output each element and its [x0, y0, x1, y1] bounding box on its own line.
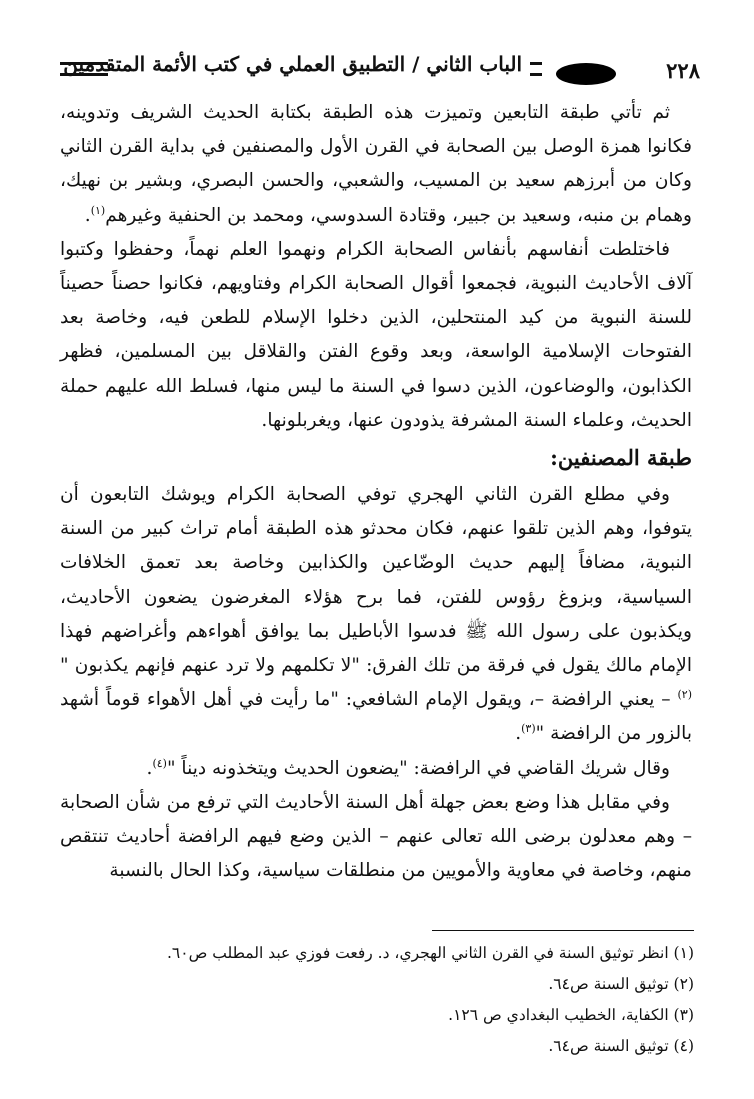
header-rule-left-bottom	[60, 73, 108, 76]
paragraph-text: وفي مقابل هذا وضع بعض جهلة أهل السنة الأحاديث التي ترفع من شأن الصحابة – وهم معدلون برضى الله تعالى عنهم – الذين وضع فيهم الرافضة أحاديث تنتقص منهم، وخاصة في معاوية والأمويين من منطلقات سياسية، وكذا الحال بالنسبة	[60, 791, 692, 882]
paragraph	[60, 786, 692, 889]
footnote: (٣) الكفاية، الخطيب البغدادي ص ١٢٦.	[448, 1006, 694, 1024]
paragraph-end: .	[515, 723, 522, 745]
paragraph	[60, 96, 692, 233]
section-heading: طبقة المصنفين:	[550, 445, 692, 471]
footnote: (٢) توثيق السنة ص٦٤.	[548, 975, 694, 993]
page-header	[60, 52, 700, 94]
paragraph-text: وفي مطلع القرن الثاني الهجري توفي الصحابة الكرام ويوشك التابعون أن يتوفوا، وهم الذين تلقوا عنهم، فكان محدثو هذه الطبقة أمام تراث كبير من السنة النبوية، مضافاً إليهم حديث الوضّاعين والكذابين وخاصة بعد تعمق الخلافات السياسية، وبزوغ رؤوس للفتن، فما برح هؤلاء المغرضون يضعون الأحاديث، ويكذبون على رسول الله ﷺ فدسوا الأباطيل بما يوافق أهواءهم وأغراضهم فهذا الإمام مالك يقول في فرقة من تلك الفرق: "لا تكلمهم ولا ترد عنهم فإنهم يكذبون "	[60, 484, 692, 677]
footnote-divider	[432, 930, 694, 931]
paragraph	[60, 233, 692, 438]
page-number: ٢٢٨	[666, 58, 700, 83]
paragraph-text: فاختلطت أنفاسهم بأنفاس الصحابة الكرام ونهموا العلم نهماً، وحفظوا وكتبوا آلاف الأحاديث النبوية، فجمعوا أقوال الصحابة الكرام وفتاويهم، فكانوا حصناً حصيناً للسنة النبوية من كيد المنتحلين، الذين دخلوا الإسلام للطعن فيه، وخاصة بعد الفتوحات الإسلامية الواسعة، وبعد وقوع الفتن والقلاقل بين المسلمين، فظهر الكذابون، والوضاعون، الذين دسوا في السنة ما ليس منها، فسلط الله عليهم حملة الحديث، وعلماء السنة المشرفة يذودون عنها، ويغربلونها.	[60, 238, 692, 431]
paragraph	[60, 752, 692, 786]
page-body	[60, 96, 692, 888]
footnotes	[60, 938, 694, 1062]
paragraph-text: وقال شريك القاضي في الرافضة: "يضعون الحديث ويتخذونه ديناً "	[166, 757, 670, 779]
header-ornament-icon	[556, 63, 616, 85]
footnote-ref: (٤)	[152, 756, 167, 770]
paragraph-end: .	[146, 757, 153, 779]
footnote-ref: (١)	[90, 203, 106, 217]
paragraph-text: ثم تأتي طبقة التابعين وتميزت هذه الطبقة بكتابة الحديث الشريف وتدوينه، فكانوا همزة الوصل بين الصحابة في القرن الأول والمصنفين في بداية القرن الثاني وكان من أبرزهم سعيد بن المسيب، والشعبي، والحسن البصري، وبشير بن نهيك، وهمام بن منبه، وسعيد بن جبير، وقتادة السدوسي، ومحمد بن الحنفية وغيرهم	[60, 102, 692, 226]
paragraph-end: .	[84, 204, 91, 226]
paragraph-text-cont: – يعني الرافضة –، ويقول الإمام الشافعي: "ما رأيت في أهل الأهواء قوماً أشهد بالزور من الرافضة "	[60, 689, 692, 745]
footnote-ref: (٣)	[521, 722, 536, 736]
footnote: (١) انظر توثيق السنة في القرن الثاني الهجري، د. رفعت فوزي عبد المطلب ص٦٠.	[166, 944, 694, 962]
running-title: الباب الثاني / التطبيق العملي في كتب الأئمة المتقدمين	[55, 52, 530, 76]
header-rule-left-top	[60, 62, 108, 65]
footnote-ref: (٢)	[677, 688, 692, 702]
paragraph	[60, 478, 692, 752]
footnote: (٤) توثيق السنة ص٦٤.	[548, 1037, 694, 1055]
